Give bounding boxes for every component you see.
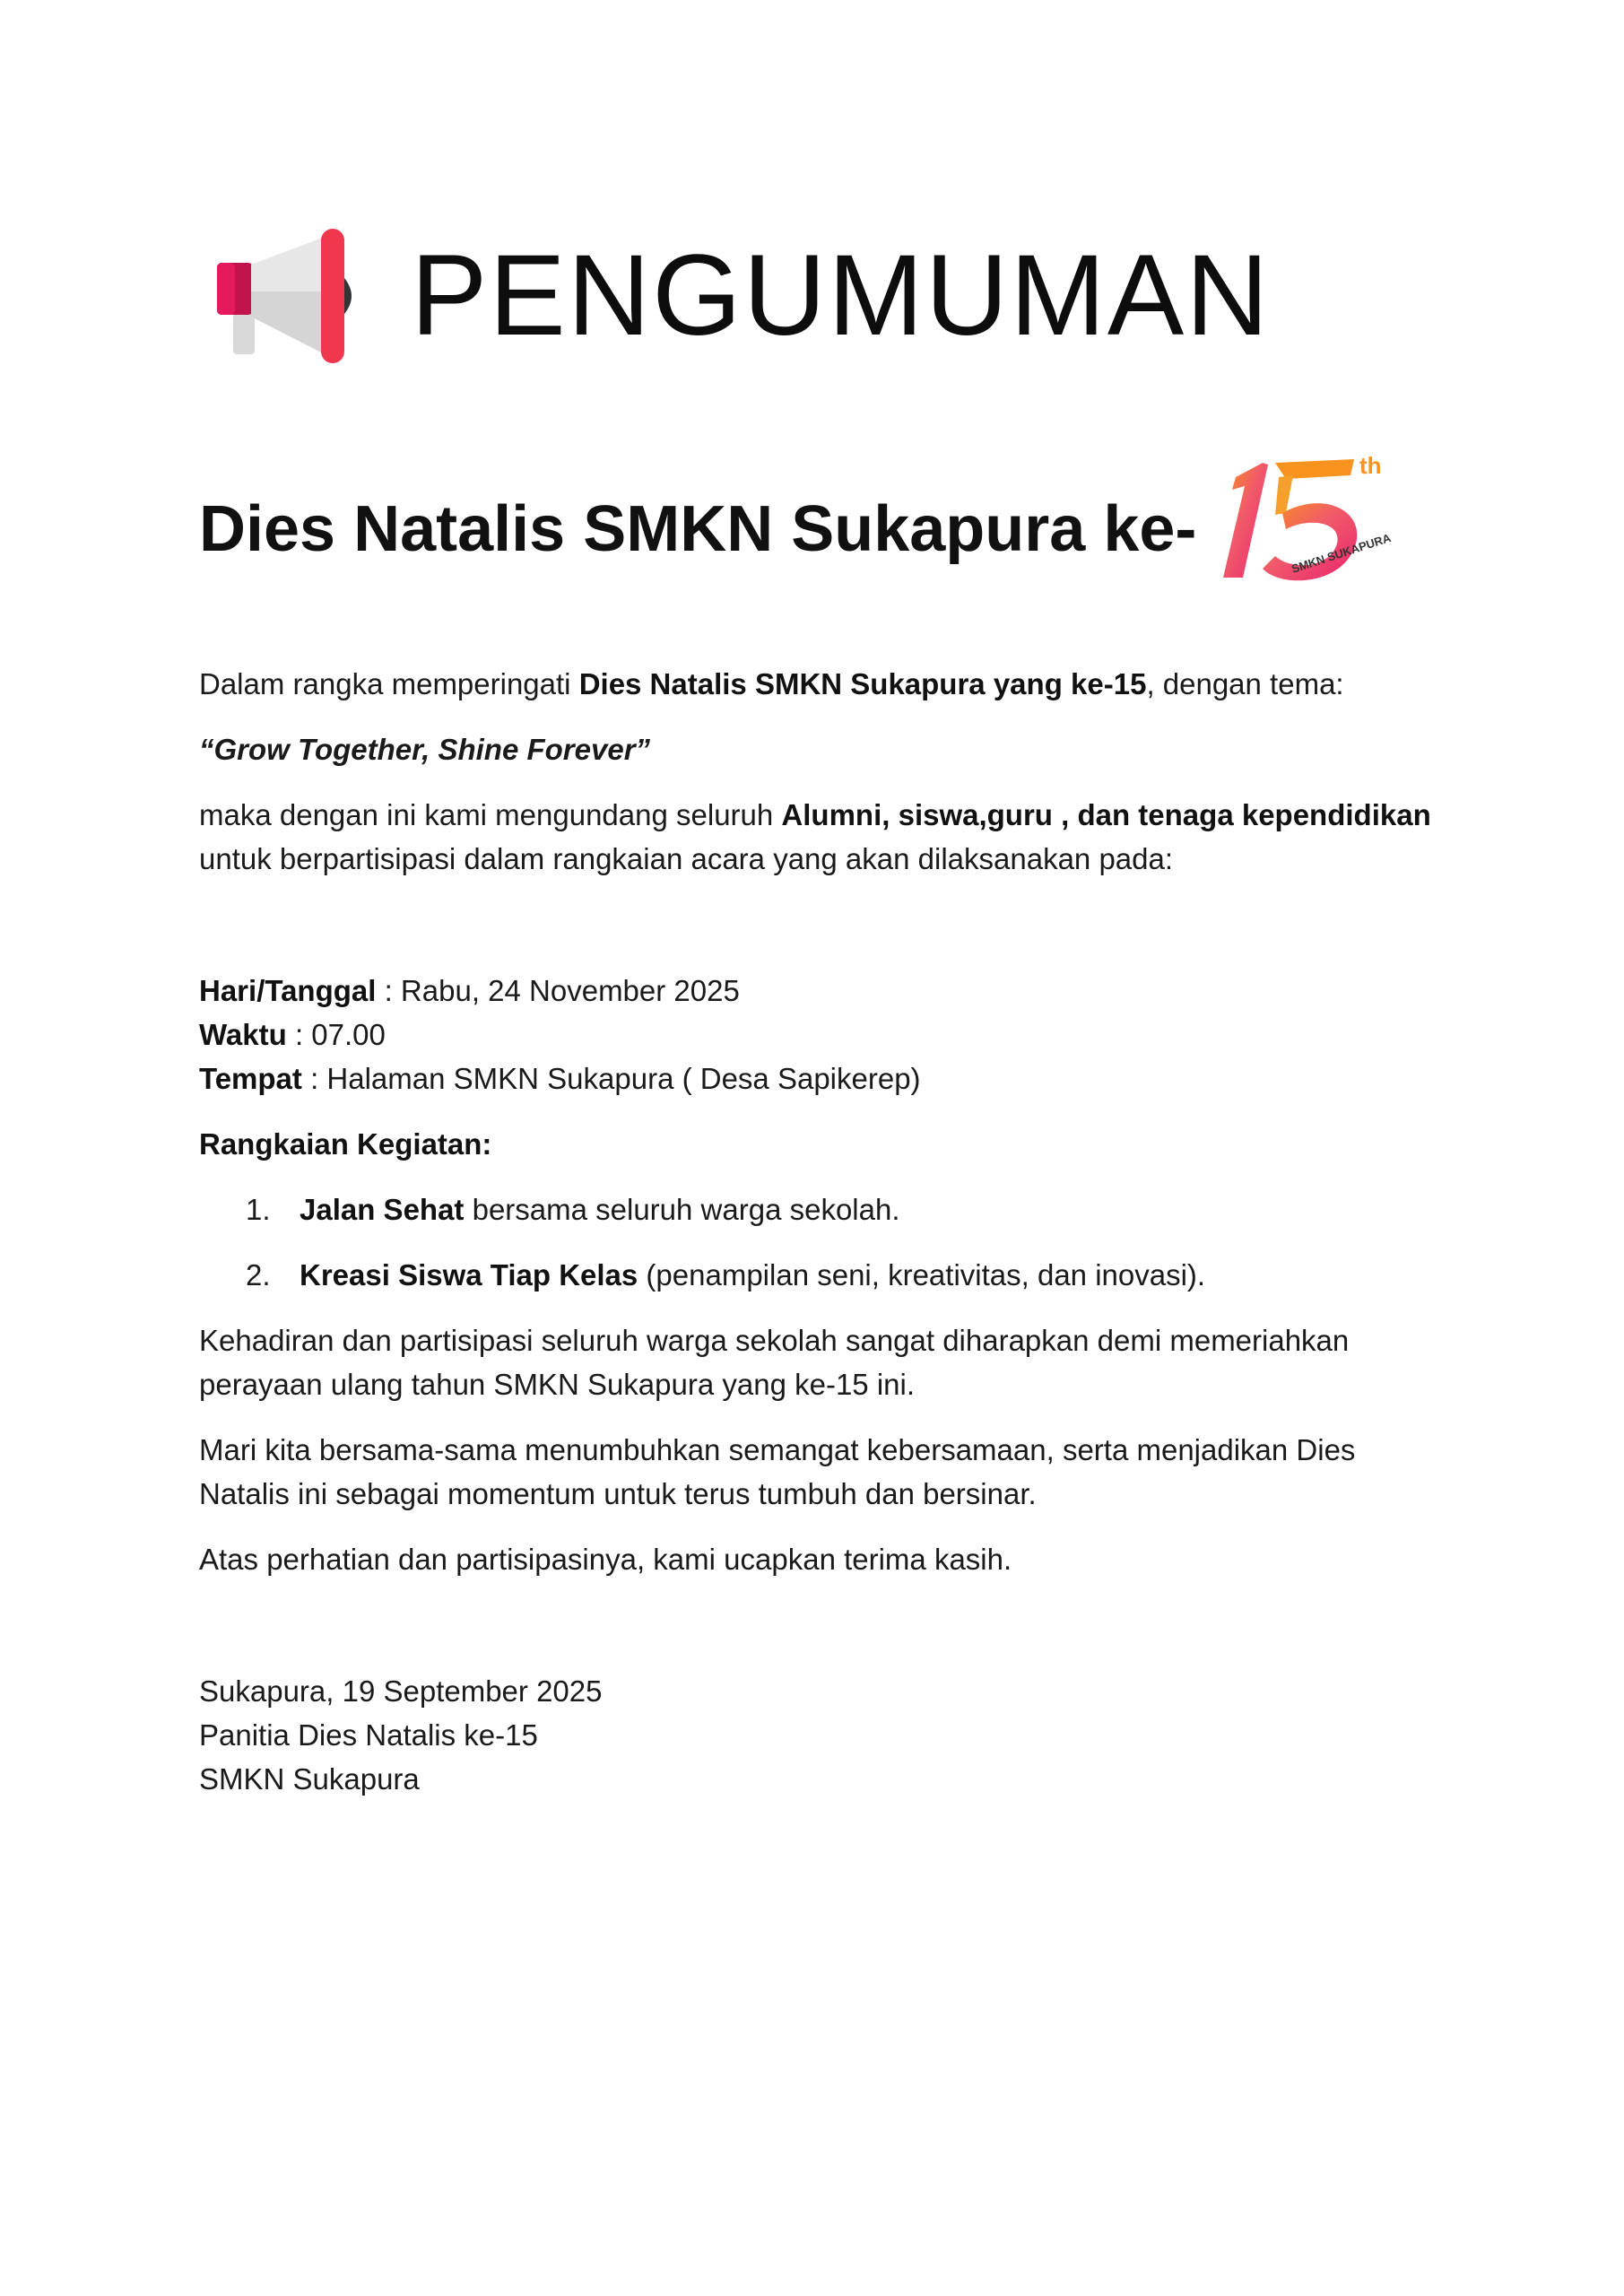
list-item [199,1253,1446,1297]
activity-description: (penampilan seni, kreativitas, dan inovasi). [638,1258,1206,1292]
activity-name: Jalan Sehat [300,1193,465,1226]
svg-text:SMKN SUKAPURA: SMKN SUKAPURA [1290,530,1394,576]
announcement-header [215,224,1271,368]
intro-paragraph [199,662,1446,706]
announcement-body [199,662,1446,1801]
invitation-paragraph [199,793,1446,881]
list-item-number: 1. [246,1193,271,1226]
document-title: Dies Natalis SMKN Sukapura ke- [199,493,1197,565]
activities-heading-text: Rangkaian Kegiatan: [199,1127,492,1161]
signature-committee: Panitia Dies Natalis ke-15 [199,1718,538,1752]
theme-quote: “Grow Together, Shine Forever” [199,733,651,766]
anniversary-15th-logo [1193,443,1394,600]
list-item-text [300,1187,900,1231]
intro-text-end: , dengan tema: [1146,667,1344,700]
activities-heading [199,1122,1446,1166]
place-label: Tempat [199,1062,302,1095]
activity-description: bersama seluruh warga sekolah. [464,1193,900,1226]
svg-text:th: th [1359,451,1382,479]
closing-paragraph-3: Atas perhatian dan partisipasinya, kami ucapkan terima kasih. [199,1543,1012,1576]
signature-school: SMKN Sukapura [199,1762,420,1796]
date-value: : Rabu, 24 November 2025 [376,974,740,1007]
activity-name: Kreasi Siswa Tiap Kelas [300,1258,638,1292]
list-item-number: 2. [246,1258,271,1292]
closing-paragraph-2: Mari kita bersama-sama menumbuhkan semangat kebersamaan, serta menjadikan Dies Natalis ini sebagai momentum untuk terus tumbuh dan bersinar. [199,1433,1356,1510]
date-label: Hari/Tanggal [199,974,377,1007]
megaphone-icon [215,229,359,363]
announcement-heading: PENGUMUMAN [411,231,1271,360]
signature-place-date: Sukapura, 19 September 2025 [199,1674,603,1708]
event-details [199,969,1446,1100]
intro-text: Dalam rangka memperingati [199,667,579,700]
closing-paragraph-1: Kehadiran dan partisipasi seluruh warga sekolah sangat diharapkan demi memeriahkan perayaan ulang tahun SMKN Sukapura yang ke-15 ini. [199,1324,1350,1401]
list-item [199,1187,1446,1231]
list-item-text [300,1253,1205,1297]
activities-list [199,1187,1446,1297]
time-label: Waktu [199,1018,287,1051]
place-value: : Halaman SMKN Sukapura ( Desa Sapikerep) [301,1062,921,1095]
time-value: : 07.00 [286,1018,386,1051]
invitees-bold-text: Alumni, siswa,guru , dan tenaga kependidikan [781,798,1431,831]
document-title-row [199,448,1394,610]
invitation-text: maka dengan ini kami mengundang seluruh [199,798,782,831]
invitation-text-end: untuk berpartisipasi dalam rangkaian acara yang akan dilaksanakan pada: [199,842,1174,875]
intro-bold-text: Dies Natalis SMKN Sukapura yang ke-15 [578,667,1147,700]
signature-block [199,1669,1446,1801]
